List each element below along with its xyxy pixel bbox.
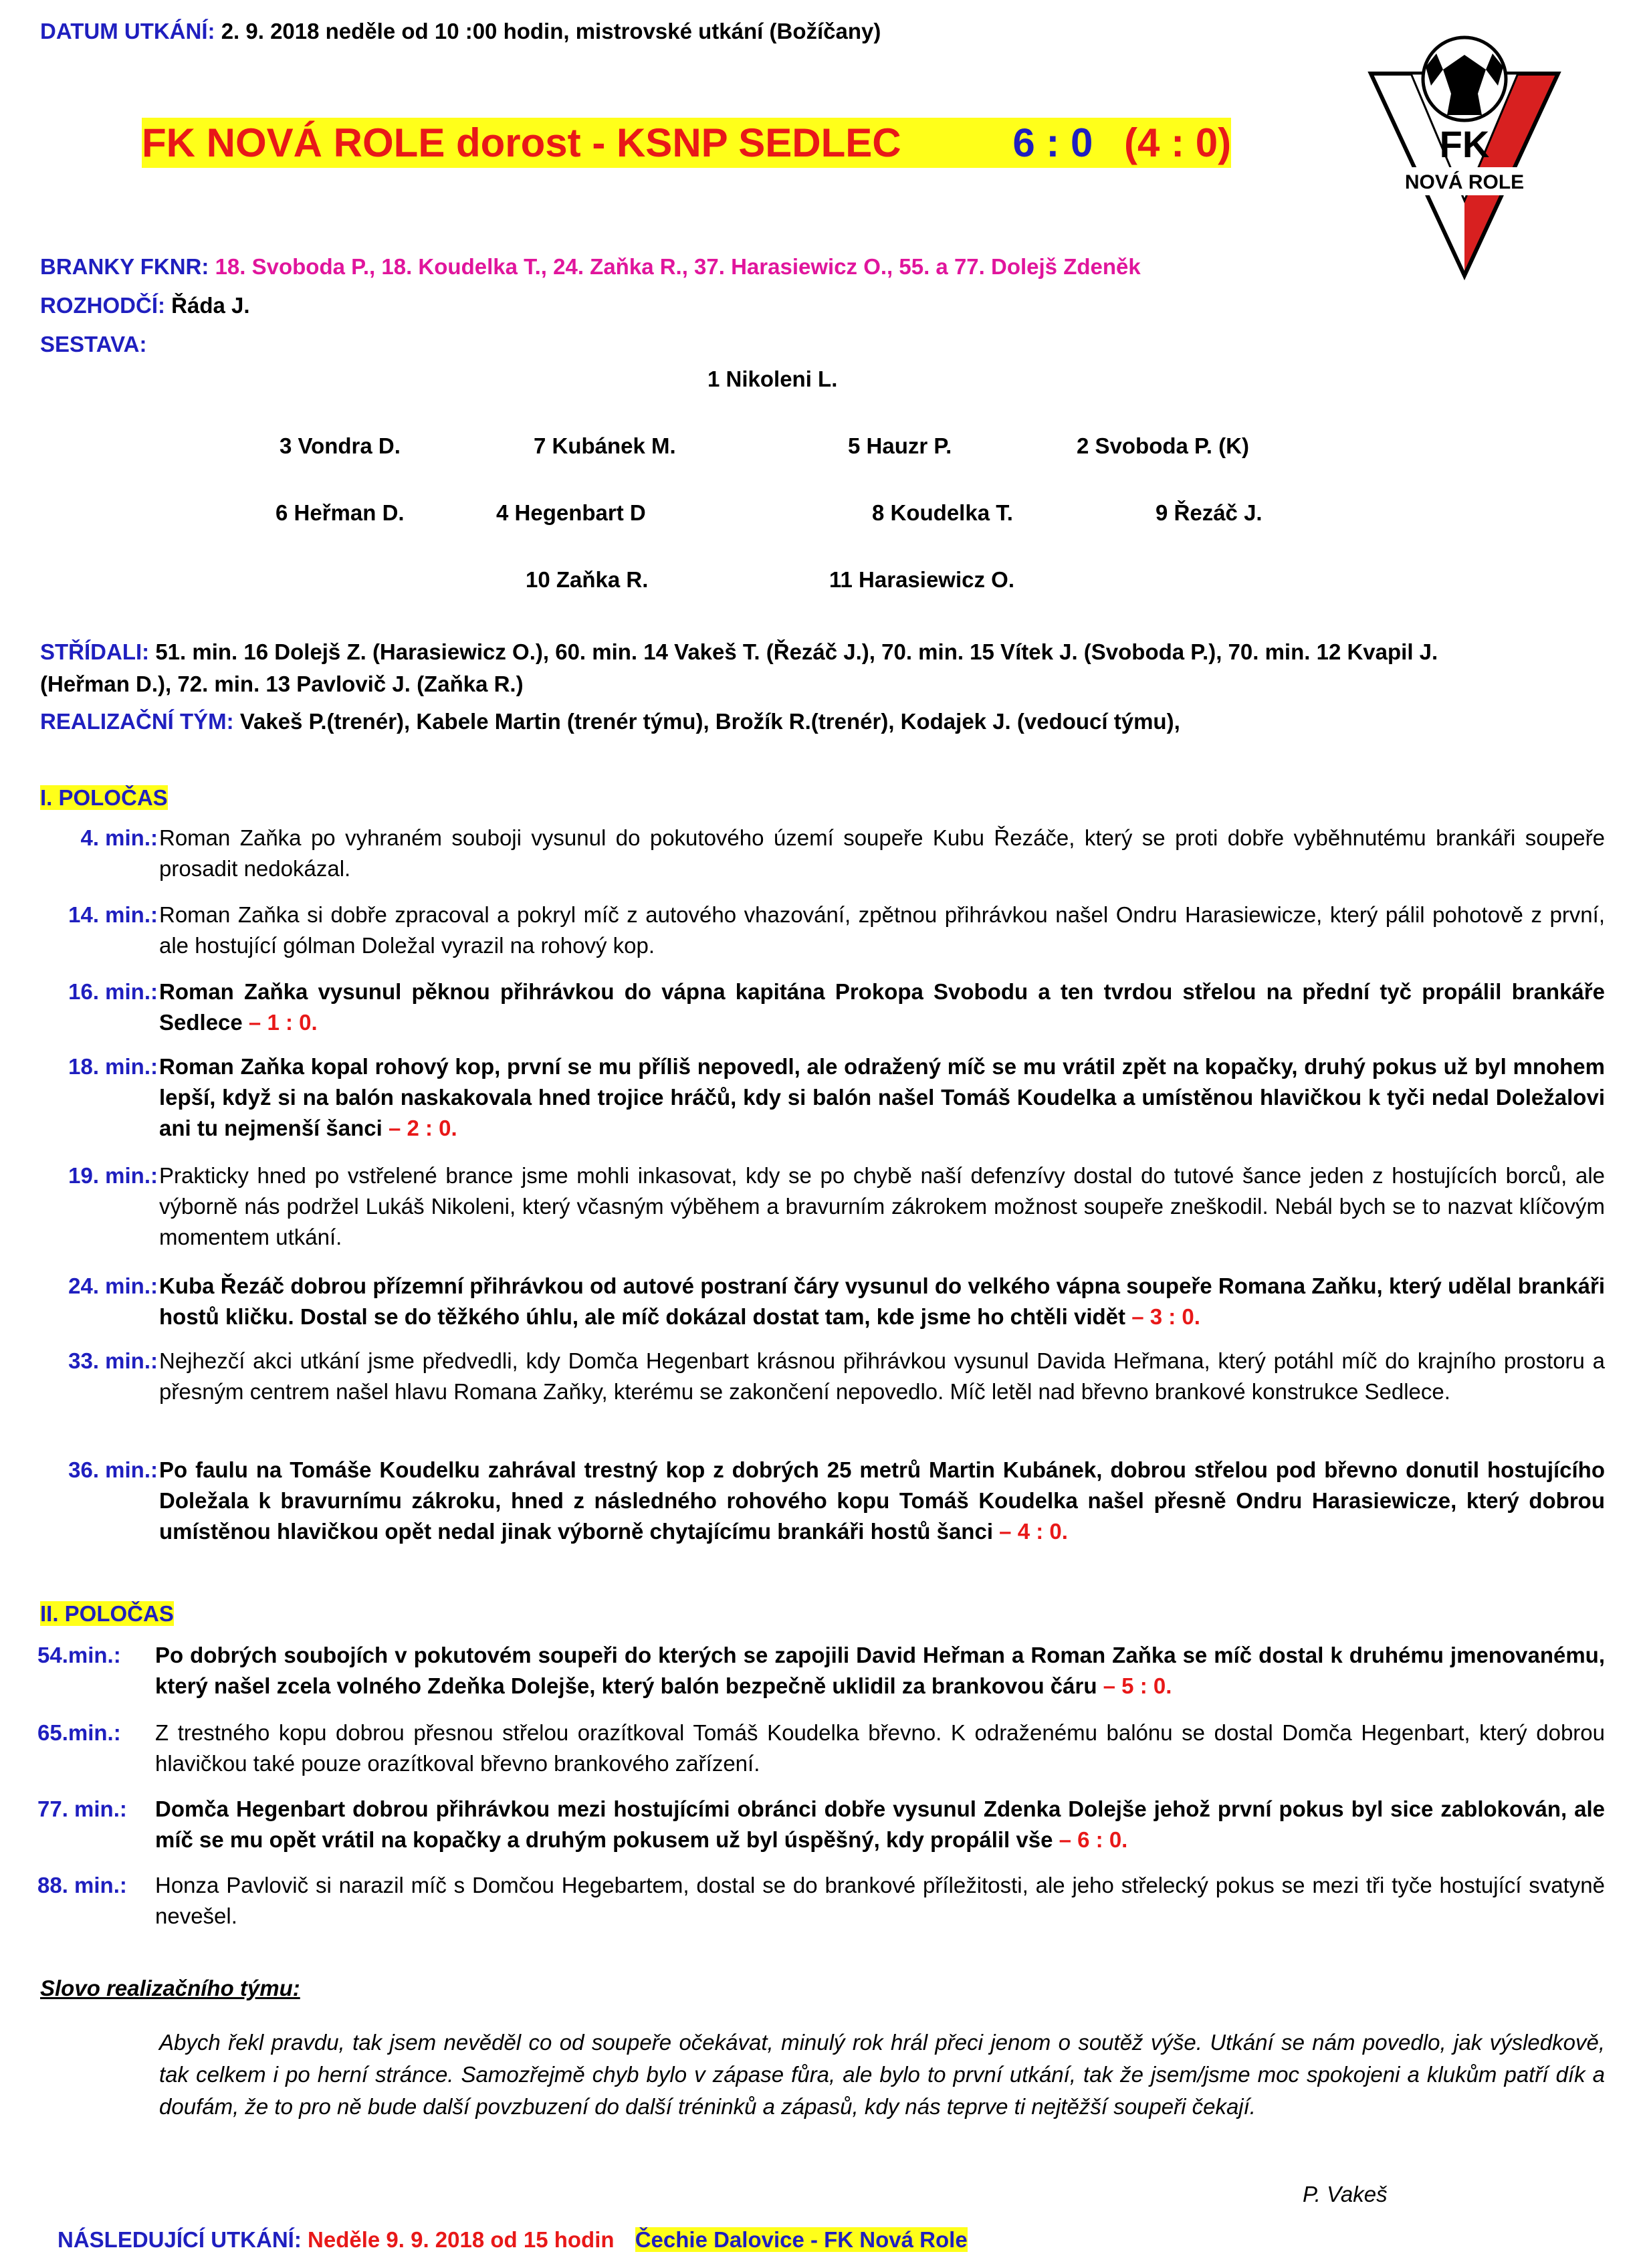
event-score: – 3 : 0. xyxy=(1131,1304,1200,1330)
goals-line xyxy=(40,251,1141,282)
event-row xyxy=(37,1051,1605,1144)
match-halftime: (4 : 0) xyxy=(1124,120,1232,165)
referee-label: ROZHODČÍ: xyxy=(40,293,165,318)
event-row xyxy=(37,900,1605,961)
match-date-line xyxy=(40,16,881,47)
event-minute: 36. min.: xyxy=(68,1457,158,1482)
next-match-date: Neděle 9. 9. 2018 od 15 hodin xyxy=(308,2227,615,2252)
event-row xyxy=(37,1718,1605,1779)
event-text: Nejhezčí akci utkání jsme předvedli, kdy Domča Hegenbart krásnou přihrávkou vysunul Davida Heřmana, který potáhl míč do krajního prostoru a přesným centrem našel hlavu Romana Zaňky, kterému se zakončení nepovedlo. Míč letěl nad břevno brankové konstrukce Sedlece. xyxy=(159,1348,1605,1405)
event-row xyxy=(37,976,1605,1038)
event-minute: 88. min.: xyxy=(37,1873,127,1897)
event-row xyxy=(37,1870,1605,1932)
event-score: – 6 : 0. xyxy=(1059,1827,1128,1853)
subs-label: STŘÍDALI: xyxy=(40,639,150,664)
event-row xyxy=(37,1346,1605,1407)
event-minute: 33. min.: xyxy=(68,1348,158,1373)
next-match-line xyxy=(58,2225,968,2255)
lineup-player: 9 Řezáč J. xyxy=(1156,500,1263,525)
referee-value: Řáda J. xyxy=(171,293,250,318)
event-score: – 2 : 0. xyxy=(388,1116,457,1141)
subs-value-1: 51. min. 16 Dolejš Z. (Harasiewicz O.), 60. min. 14 Vakeš T. (Řezáč J.), 70. min. 15 Vítek J. (Svoboda P.), 70. min. 12 Kvapil J. xyxy=(155,639,1438,664)
event-minute: 14. min.: xyxy=(68,902,158,927)
event-text: Honza Pavlovič si narazil míč s Domčou Hegebartem, dostal se do brankové příležitosti, ale jeho střelecký pokus se mezi tři tyče hostující svatyně nevešel. xyxy=(155,1873,1605,1929)
second-half-heading: II. POLOČAS xyxy=(40,1601,174,1626)
next-match-label: NÁSLEDUJÍCÍ UTKÁNÍ: xyxy=(58,2227,302,2252)
event-row xyxy=(37,823,1605,884)
subs-line-2: (Heřman D.), 72. min. 13 Pavlovič J. (Zaňka R.) xyxy=(40,672,524,696)
event-text: Prakticky hned po vstřelené brance jsme mohli inkasovat, kdy se po chybě naší defenzívy dostal do tutové šance jeden z hostujících borců, ale výborně nás podržel Lukáš Nikoleni, který včasným výběhem a bravurním zákrokem možnost soupeře zneškodil. Nebál bych se to nazvat klíčovým momentem utkání. xyxy=(159,1163,1605,1250)
logo-nova-role-text: NOVÁ ROLE xyxy=(1404,171,1525,193)
lineup-goalkeeper: 1 Nikoleni L. xyxy=(707,367,838,391)
event-text: Roman Zaňka si dobře zpracoval a pokryl míč z autového vhazování, zpětnou přihrávkou našel Ondru Harasiewicze, který pálil pohotově z první, ale hostující gólman Doležal vyrazil na rohový kop. xyxy=(159,902,1605,958)
event-minute: 65.min.: xyxy=(37,1720,121,1745)
event-row xyxy=(37,1640,1605,1702)
event-text: Roman Zaňka kopal rohový kop, první se mu příliš nepovedl, ale odražený míč se mu vrátil zpět na kopačky, druhý pokus už byl mnohem lepší, když si na balón naskakovala hned trojice hráčů, kdy si balón našel Tomáš Koudelka a umístěnou hlavičkou k tyči nedal Doležalovi ani tu nejmenší šanci xyxy=(159,1054,1605,1141)
event-minute: 77. min.: xyxy=(37,1796,127,1821)
first-half-heading: I. POLOČAS xyxy=(40,785,168,810)
lineup-player: 11 Harasiewicz O. xyxy=(829,567,1015,592)
lineup-player: 6 Heřman D. xyxy=(276,500,405,525)
event-text: Roman Zaňka vysunul pěknou přihrávkou do vápna kapitána Prokopa Svobodu a ten tvrdou střelou na přední tyč propálil brankáře Sedlece xyxy=(159,979,1605,1035)
event-row xyxy=(37,1794,1605,1855)
next-match-teams: Čechie Dalovice - FK Nová Role xyxy=(635,2227,968,2252)
goals-label: BRANKY FKNR: xyxy=(40,254,209,279)
lineup-heading xyxy=(40,329,147,360)
lineup-player: 5 Hauzr P. xyxy=(848,433,952,458)
lineup-player: 10 Zaňka R. xyxy=(526,567,649,592)
event-row xyxy=(37,1160,1605,1253)
event-score: – 4 : 0. xyxy=(999,1519,1068,1544)
event-minute: 24. min.: xyxy=(68,1273,158,1298)
lineup-player: 2 Svoboda P. (K) xyxy=(1077,433,1249,458)
referee-line xyxy=(40,290,250,321)
event-text: Roman Zaňka po vyhraném souboji vysunul do pokutového území soupeře Kubu Řezáče, který se proti dobře vyběhnutému brankáři soupeře prosadit nedokázal. xyxy=(159,825,1605,882)
staff-value: Vakeš P.(trenér), Kabele Martin (trenér týmu), Brožík R.(trenér), Kodajek J. (vedoucí týmu), xyxy=(239,709,1180,734)
club-crest-icon xyxy=(1364,27,1565,281)
goals-value: 18. Svoboda P., 18. Koudelka T., 24. Zaňka R., 37. Harasiewicz O., 55. a 77. Dolejš Zdeněk xyxy=(215,254,1141,279)
event-score: – 5 : 0. xyxy=(1103,1673,1172,1699)
lineup-player: 8 Koudelka T. xyxy=(872,500,1013,525)
lineup-player: 7 Kubánek M. xyxy=(534,433,676,458)
staff-word-heading: Slovo realizačního týmu: xyxy=(40,1976,300,2000)
logo-fk-text: FK xyxy=(1439,123,1490,165)
lineup-player: 4 Hegenbart D xyxy=(496,500,646,525)
event-minute: 16. min.: xyxy=(68,979,158,1004)
lineup-label: SESTAVA: xyxy=(40,332,147,356)
event-minute: 4. min.: xyxy=(80,825,158,850)
event-minute: 19. min.: xyxy=(68,1163,158,1188)
signature: P. Vakeš xyxy=(1303,2182,1388,2206)
lineup-player: 3 Vondra D. xyxy=(280,433,401,458)
event-score: – 1 : 0. xyxy=(248,1010,318,1035)
event-text: Domča Hegenbart dobrou přihrávkou mezi hostujícími obránci dobře vysunul Zdenka Dolejše jehož první pokus byl sice zablokován, ale míč se mu opět vrátil na kopačky a druhým pokusem už byl úspěšný, kdy propálil vše xyxy=(155,1796,1605,1853)
event-minute: 18. min.: xyxy=(68,1054,158,1079)
subs-line-1 xyxy=(40,637,1438,667)
staff-line xyxy=(40,706,1180,737)
event-text: Po faulu na Tomáše Koudelku zahrával trestný kop z dobrých 25 metrů Martin Kubánek, dobrou střelou pod břevno donutil hostujícího Doležala k bravurnímu zákroku, hned z následného rohového kopu Tomáš Koudelka našel přesně Ondru Harasiewicze, který dobrou umístěnou hlavičkou opět nedal jinak výborně chytajícímu brankáři hostů šanci xyxy=(159,1457,1605,1544)
event-row xyxy=(37,1455,1605,1548)
event-row xyxy=(37,1271,1605,1332)
staff-label: REALIZAČNÍ TÝM: xyxy=(40,709,234,734)
event-text: Kuba Řezáč dobrou přízemní přihrávkou od autové postraní čáry vysunul do velkého vápna soupeře Romana Zaňku, který udělal brankáři hostů kličku. Dostal se do těžkého úhlu, ale míč dokázal dostat tam, kde jsme ho chtěli vidět xyxy=(159,1273,1605,1330)
match-teams: FK NOVÁ ROLE dorost - KSNP SEDLEC xyxy=(142,120,901,165)
staff-word-text: Abych řekl pravdu, tak jsem nevěděl co od soupeře očekávat, minulý rok hrál přeci jenom o soutěž výše. Utkání se nám povedlo, jak výsledkově, tak celkem i po herní stránce. Samozřejmě chyb bylo v zápase fůra, ale bylo to první utkání, tak že jsem/jsme moc spokojeni a klukům patří dík a doufám, že to pro ně bude další povzbuzení do další tréninků a zápasů, kdy nás teprve ti nejtěžší soupeři čekají. xyxy=(159,2030,1605,2119)
date-value: 2. 9. 2018 neděle od 10 :00 hodin, mistrovské utkání (Božíčany) xyxy=(221,19,881,43)
match-score: 6 : 0 xyxy=(1012,120,1093,165)
event-text: Po dobrých soubojích v pokutovém soupeři do kterých se zapojili David Heřman a Roman Zaňka se míč dostal k druhému jmenovanému, který našel zcela volného Zdeňka Dolejše, který balón bezpečně uklidil za brankovou čáru xyxy=(155,1643,1605,1699)
event-text: Z trestného kopu dobrou přesnou střelou orazítkoval Tomáš Koudelka břevno. K odraženému balónu se dostal Domča Hegenbart, který dobrou hlavičkou také pouze orazítkoval břevno brankového zařízení. xyxy=(155,1720,1605,1776)
date-label: DATUM UTKÁNÍ: xyxy=(40,19,215,43)
match-title xyxy=(142,118,1231,168)
event-minute: 54.min.: xyxy=(37,1643,121,1667)
